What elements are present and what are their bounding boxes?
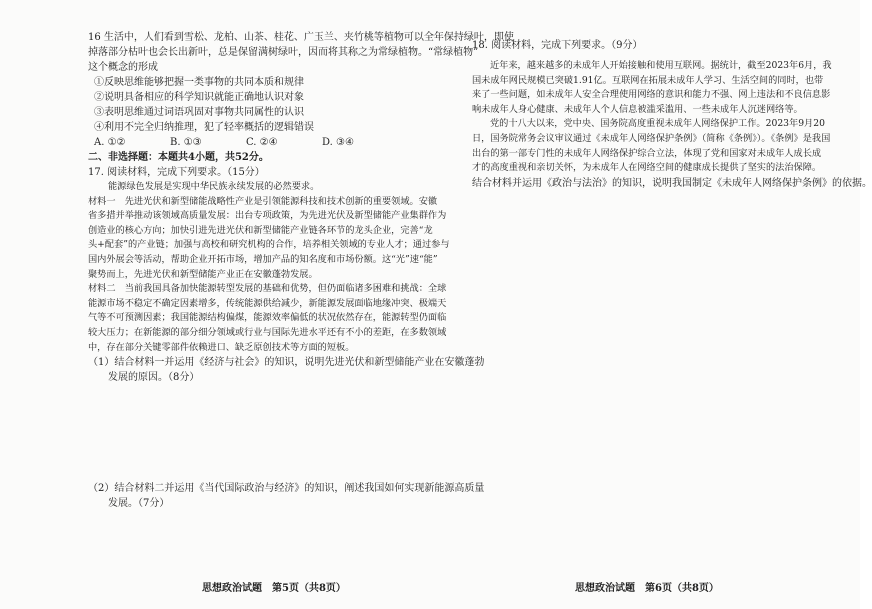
option-c: C. ②④ xyxy=(246,137,278,148)
material-line: 头+配套”的产业链；加强与高校和研究机构的合作，培养相关领域的专业人才；通过参与 xyxy=(88,239,450,251)
question-18 xyxy=(472,38,872,191)
material-line: 材料二 当前我国具备加快能源转型发展的基础和优势，但仍面临诸多困难和挑战：全球 xyxy=(88,283,447,295)
material-line: 创造业的核心方向；加快引进先进光伏和新型储能产业链各环节的龙头企业，完善“龙 xyxy=(88,224,433,236)
subquestion-line: （1）结合材料一并运用《经济与社会》的知识，说明先进光伏和新型储能产业在安徽蓬勃 xyxy=(88,357,485,369)
paragraph-line: 出台的第一部专门性的未成年人网络保护综合立法，体现了党和国家对未成年人成长成 xyxy=(472,147,822,159)
q18-paragraph-2 xyxy=(472,117,831,175)
paragraph-line: 党的十八大以来，党中央、国务院高度重视未成年人网络保护工作。2023年9月20 xyxy=(490,118,825,130)
subquestion-line: 发展。（7分） xyxy=(108,498,170,510)
q18-paragraph-1 xyxy=(472,59,832,117)
material-line: 气等不可预测因素；我国能源结构偏煤，能源效率偏低的状况依然存在，能源转型仍面临 xyxy=(88,312,447,324)
option-a: A. ①② xyxy=(94,137,126,148)
answer-space xyxy=(88,385,433,481)
material-1 xyxy=(88,195,450,283)
q16-line: 掉落部分枯叶也会长出新叶，总是保留满树绿叶，因而将其称之为常绿植物。“常绿植物” xyxy=(88,47,479,58)
q16-line: 这个概念的形成 xyxy=(88,62,158,73)
question-16 xyxy=(88,30,514,150)
subquestion-line: 发展的原因。（8分） xyxy=(108,372,200,384)
q17-header: 17. 阅读材料，完成下列要求。（15分） xyxy=(88,167,265,178)
q16-options xyxy=(88,135,433,150)
question-17 xyxy=(88,165,485,511)
material-line: 能源市场不稳定不确定因素增多，传统能源供给减少，新能源发展面临地缘冲突、极端天 xyxy=(88,297,447,309)
subquestion-line: （2）结合材料二并运用《当代国际政治与经济》的知识，阐述我国如何实现新能源高质量 xyxy=(88,483,485,495)
option-b: B. ①③ xyxy=(170,137,202,148)
q16-line: ①反映思维能够把握一类事物的共同本质和规律 xyxy=(94,77,304,88)
material-line: 较大压力；在新能源的部分细分领域或行业与国际先进水平还有不小的差距，在多数领域 xyxy=(88,326,447,338)
q18-task: 结合材料并运用《政治与法治》的知识，说明我国制定《未成年人网络保护条例》的依据。 xyxy=(472,177,872,189)
material-line: 省多措并举推动该领域高质量发展：出台专项政策，为先进光伏及新型储能产业集群作为 xyxy=(88,210,447,222)
paragraph-line: 才的高度重视和亲切关怀，为未成年人在网络空间的健康成长提供了坚实的法治保障。 xyxy=(472,162,822,174)
right-page xyxy=(472,38,872,191)
material-line: 国内外展会等活动，帮助企业开拓市场，增加产品的知名度和市场份额。这“光”速“能” xyxy=(88,253,438,265)
paragraph-line: 响未成年人身心健康、未成年人个人信息被滥采滥用、一些未成年人沉迷网络等。 xyxy=(472,103,803,115)
paragraph-line: 日，国务院常务会议审议通过《未成年人网络保护条例》（简称《条例》）。《条例》是我国 xyxy=(472,132,831,144)
q16-line: 16 生活中，人们看到雪松、龙柏、山茶、桂花、广玉兰、夹竹桃等植物可以全年保持绿叶，即使 xyxy=(88,32,514,43)
material-line: 材料一 先进光伏和新型储能战略性产业是引领能源科技和技术创新的重要领域。安徽 xyxy=(88,195,438,207)
material-2 xyxy=(88,282,447,355)
q16-line: ②说明具备相应的科学知识就能正确地认识对象 xyxy=(94,92,304,103)
q16-line: ③表明思维通过词语巩固对事物共同属性的认识 xyxy=(94,107,304,118)
q18-header: 18. 阅读材料，完成下列要求。（9分） xyxy=(472,40,643,51)
option-d: D. ③④ xyxy=(322,137,354,148)
left-page xyxy=(88,30,514,511)
section-heading: 二、非选择题：本题共4小题，共52分。 xyxy=(88,152,269,163)
page-footer-left: 思想政治试题 第5页（共8页） xyxy=(202,583,346,594)
material-line: 中，存在部分关键零部件依赖进口、缺乏原创技术等方面的短板。 xyxy=(88,341,355,353)
subquestion-2 xyxy=(88,481,485,511)
paragraph-line: 近年来，越来越多的未成年人开始接触和使用互联网。据统计，截至2023年6月，我 xyxy=(490,60,832,71)
q16-line: ④利用不完全归纳推理，犯了轻率概括的逻辑错误 xyxy=(94,122,314,133)
material-line: 聚势而上，先进光伏和新型储能产业正在安徽蓬勃发展。 xyxy=(88,268,318,280)
page-footer-right: 思想政治试题 第6页（共8页） xyxy=(575,583,719,594)
paragraph-line: 国未成年网民规模已突破1.91亿。互联网在拓展未成年人学习、生活空间的同时，也带 xyxy=(472,74,824,86)
subquestion-1 xyxy=(88,355,485,385)
paragraph-line: 来了一些问题，如未成年人安全合理使用网络的意识和能力不强、网上违法和不良信息影 xyxy=(472,89,831,101)
q17-intro: 能源绿色发展是实现中华民族永续发展的必然要求。 xyxy=(108,181,320,192)
